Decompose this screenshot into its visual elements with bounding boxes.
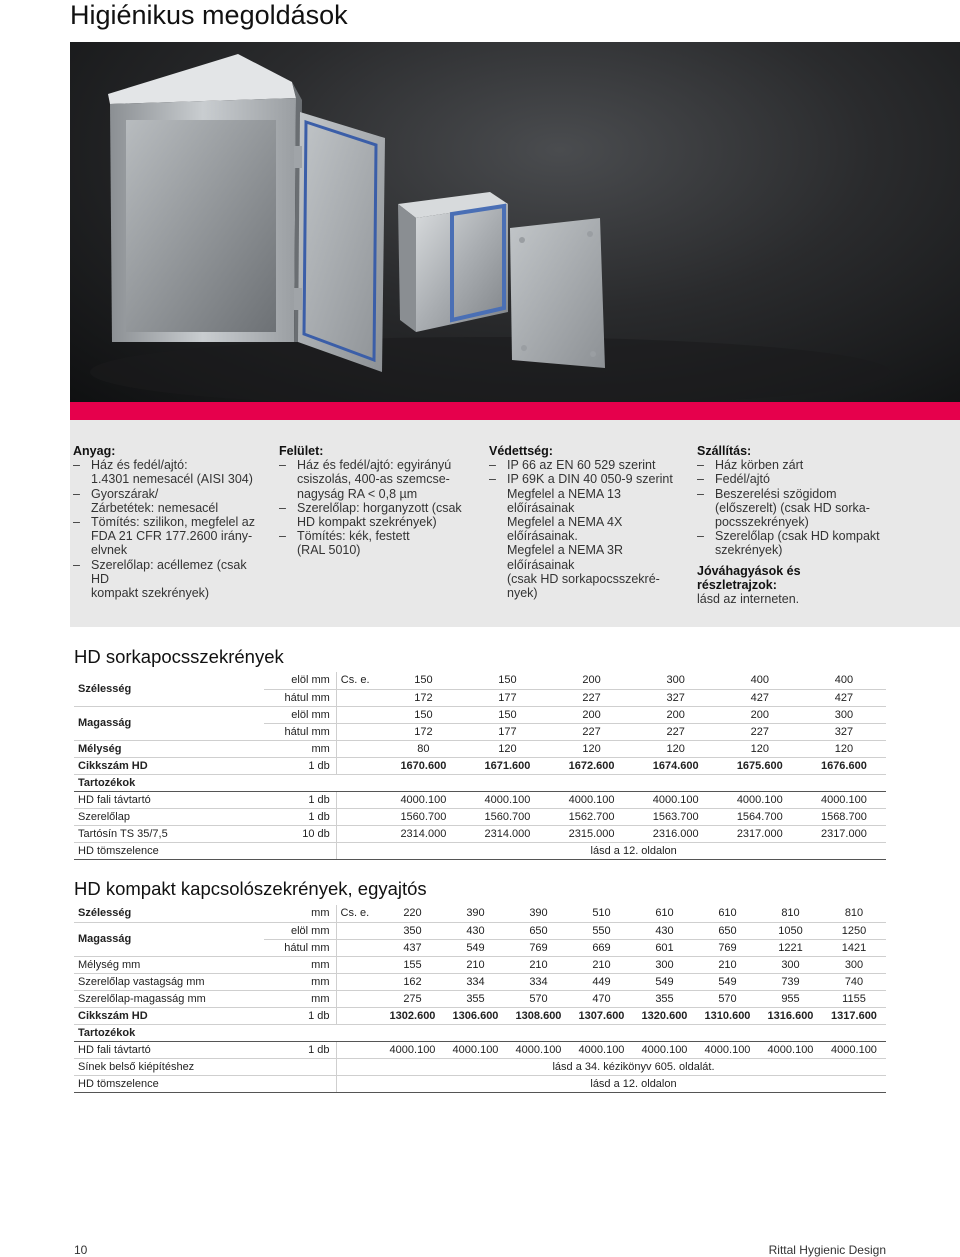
info-box bbox=[70, 420, 960, 627]
table-row: Magasság elöl mm 350 430 650 550 430 650 1050 1250 bbox=[74, 922, 886, 939]
approvals-title: Jóváhagyások és bbox=[697, 563, 801, 578]
accessories-label: Tartozékok bbox=[74, 774, 886, 791]
table2-title: HD kompakt kapcsolószekrények, egyajtós bbox=[74, 878, 427, 899]
height-label: Magasság bbox=[74, 706, 264, 740]
approvals-title-2: részletrajzok: bbox=[697, 577, 777, 592]
table-row: Cikkszám HD 1 db 1302.600 1306.600 1308.600 1307.600 1320.600 1310.600 1316.600 1317.600 bbox=[74, 1007, 886, 1024]
surface-title: Felület: bbox=[279, 444, 324, 458]
material-column: Anyag: – Ház és fedél/ajtó: 1.4301 nemesacél (AISI 304) – Gyorszárak/ Zárbetétek: nemesacél – Tömítés: szilikon, megfelel az FDA 21 CFR 177.2600 irány- elvnek – Szerelőlap: acéllemez (csak HD kompakt szekrények) bbox=[73, 444, 263, 600]
table-row: Szerelőlap 1 db 1560.700 1560.700 1562.700 1563.700 1564.700 1568.700 bbox=[74, 808, 886, 825]
protection-column: Védettség: – IP 66 az EN 60 529 szerint – IP 69K a DIN 40 050-9 szerint Megfelel a NEMA 13 előírásainak Megfelel a NEMA 4X előírásainak. Megfelel a NEMA 3R előírásainak (csak HD sorkapocsszekré- nyek) bbox=[489, 444, 684, 600]
table-row: hátul mm 172 177 227 327 427 427 bbox=[74, 689, 886, 706]
surface-column: Felület: – Ház és fedél/ajtó: egyirányú csiszolás, 400-as szemcse- nagyság RA < 0,8 µm – Szerelőlap: horganyzott (csak HD kompakt szekrények) – Tömítés: kék, festett (RAL 5010) bbox=[279, 444, 474, 558]
table-row: Sínek belső kiépítéshez lásd a 34. kézikönyv 605. oldalát. bbox=[74, 1058, 886, 1075]
part-number-label: Cikkszám HD bbox=[74, 757, 264, 774]
table-row: hátul mm 172 177 227 227 227 327 bbox=[74, 723, 886, 740]
accessories-label: Tartozékok bbox=[74, 1024, 886, 1041]
accent-bar bbox=[70, 402, 960, 420]
table-row: Magasság elöl mm 150 150 200 200 200 300 bbox=[74, 706, 886, 723]
page-number: 10 bbox=[74, 1243, 88, 1257]
product-photo bbox=[70, 42, 960, 402]
part-number-label: Cikkszám HD bbox=[74, 1007, 264, 1024]
table-row: Tartósín TS 35/7,5 10 db 2314.000 2314.000 2315.000 2316.000 2317.000 2317.000 bbox=[74, 825, 886, 842]
delivery-column: Szállítás: – Ház körben zárt – Fedél/ajtó – Beszerelési szögidom (előszerelt) (csak HD sorka- pocsszekrények) – Szerelőlap (csak HD kompakt szekrények) Jóváhagyások és részletrajzok: lásd az interneten. bbox=[697, 444, 897, 606]
table-row: HD tömszelence lásd a 12. oldalon bbox=[74, 1075, 886, 1092]
footer-brand: Rittal Hygienic Design bbox=[768, 1243, 886, 1257]
height-label: Magasság bbox=[74, 922, 264, 956]
table-row: HD fali távtartó 1 db 4000.100 4000.100 4000.100 4000.100 4000.100 4000.100 bbox=[74, 791, 886, 808]
table-row: Szélesség mm Cs. e. 220 390 390 510 610 610 810 810 bbox=[74, 905, 886, 922]
table1 bbox=[74, 672, 886, 860]
table-row bbox=[74, 1024, 886, 1041]
approvals-text: lásd az interneten. bbox=[697, 592, 800, 607]
page-title: Higiénikus megoldások bbox=[70, 0, 348, 30]
delivery-title: Szállítás: bbox=[697, 444, 752, 458]
table-row bbox=[74, 774, 886, 791]
table-row: Szélesség elöl mm Cs. e. 150 150 200 300 400 400 bbox=[74, 672, 886, 689]
table-row: hátul mm 437 549 769 669 601 769 1221 1421 bbox=[74, 939, 886, 956]
table2 bbox=[74, 905, 886, 1093]
width-label: Szélesség bbox=[74, 905, 264, 922]
table1-title: HD sorkapocsszekrények bbox=[74, 646, 284, 667]
table-row: HD fali távtartó 1 db 4000.100 4000.100 4000.100 4000.100 4000.100 4000.100 4000.100 4000.100 bbox=[74, 1041, 886, 1058]
table-row: Cikkszám HD 1 db 1670.600 1671.600 1672.600 1674.600 1675.600 1676.600 bbox=[74, 757, 886, 774]
protection-title: Védettség: bbox=[489, 444, 553, 458]
depth-label: Mélység bbox=[74, 740, 264, 757]
table-row: Mélység mm 80 120 120 120 120 120 bbox=[74, 740, 886, 757]
table-row: Mélység mm mm 155 210 210 210 300 210 300 300 bbox=[74, 956, 886, 973]
material-title: Anyag: bbox=[73, 444, 116, 458]
depth-label: Mélység mm bbox=[74, 956, 264, 973]
table-row: Szerelőlap vastagság mm mm 162 334 334 449 549 549 739 740 bbox=[74, 973, 886, 990]
table-row: HD tömszelence lásd a 12. oldalon bbox=[74, 842, 886, 859]
table-row: Szerelőlap-magasság mm mm 275 355 570 470 355 570 955 1155 bbox=[74, 990, 886, 1007]
width-label: Szélesség bbox=[74, 672, 264, 706]
